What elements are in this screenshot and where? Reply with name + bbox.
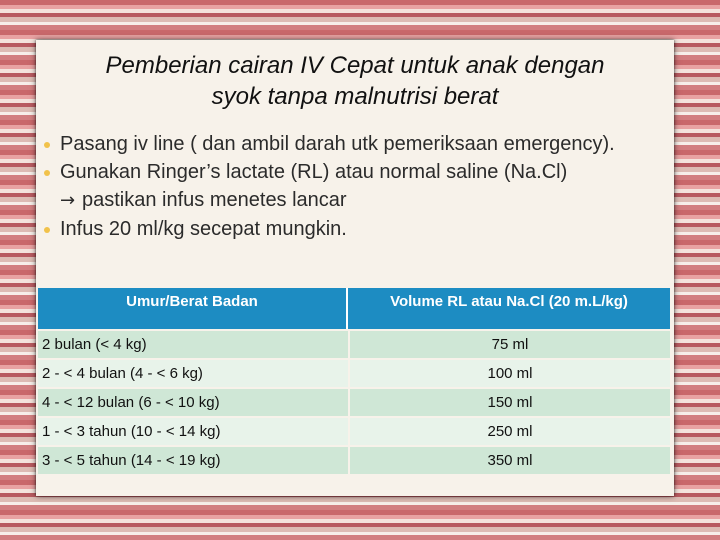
cell-volume: 250 ml	[350, 418, 670, 445]
header-volume: Volume RL atau Na.Cl (20 m.L/kg)	[390, 293, 628, 310]
table-row	[38, 360, 670, 387]
right-arrow-icon: →	[60, 190, 76, 211]
cell-age-weight: 4 - < 12 bulan (6 - < 10 kg)	[38, 389, 348, 416]
table-row	[38, 389, 670, 416]
slide-title	[36, 50, 674, 112]
bullet-continuation: pastikan infus menetes lancar	[82, 189, 347, 211]
bullet-item	[44, 215, 674, 243]
bullet-dot-icon	[44, 142, 50, 148]
bullet-item	[44, 158, 674, 215]
slide	[36, 40, 674, 496]
table-header	[38, 288, 670, 329]
bullet-text: Pasang iv line ( dan ambil darah utk pemeriksaan emergency).	[60, 133, 615, 155]
cell-age-weight: 3 - < 5 tahun (14 - < 19 kg)	[38, 447, 348, 474]
cell-age-weight: 2 bulan (< 4 kg)	[38, 331, 348, 358]
title-line-2: syok tanpa malnutrisi berat	[211, 83, 499, 110]
bullet-item	[44, 130, 674, 158]
bullet-text: Gunakan Ringer’s lactate (RL) atau normal saline (Na.Cl)	[60, 161, 568, 183]
cell-volume: 350 ml	[350, 447, 670, 474]
cell-volume: 100 ml	[350, 360, 670, 387]
table-row	[38, 331, 670, 358]
cell-volume: 75 ml	[350, 331, 670, 358]
bullet-dot-icon	[44, 170, 50, 176]
title-line-1: Pemberian cairan IV Cepat untuk anak dengan	[105, 52, 605, 79]
fluid-volume-table	[38, 288, 670, 474]
bullet-dot-icon	[44, 227, 50, 233]
bullet-list	[44, 130, 674, 243]
cell-age-weight: 1 - < 3 tahun (10 - < 14 kg)	[38, 418, 348, 445]
table-row	[38, 447, 670, 474]
cell-volume: 150 ml	[350, 389, 670, 416]
cell-age-weight: 2 - < 4 bulan (4 - < 6 kg)	[38, 360, 348, 387]
table-row	[38, 418, 670, 445]
bullet-text: Infus 20 ml/kg secepat mungkin.	[60, 218, 347, 240]
header-age-weight: Umur/Berat Badan	[38, 288, 348, 329]
